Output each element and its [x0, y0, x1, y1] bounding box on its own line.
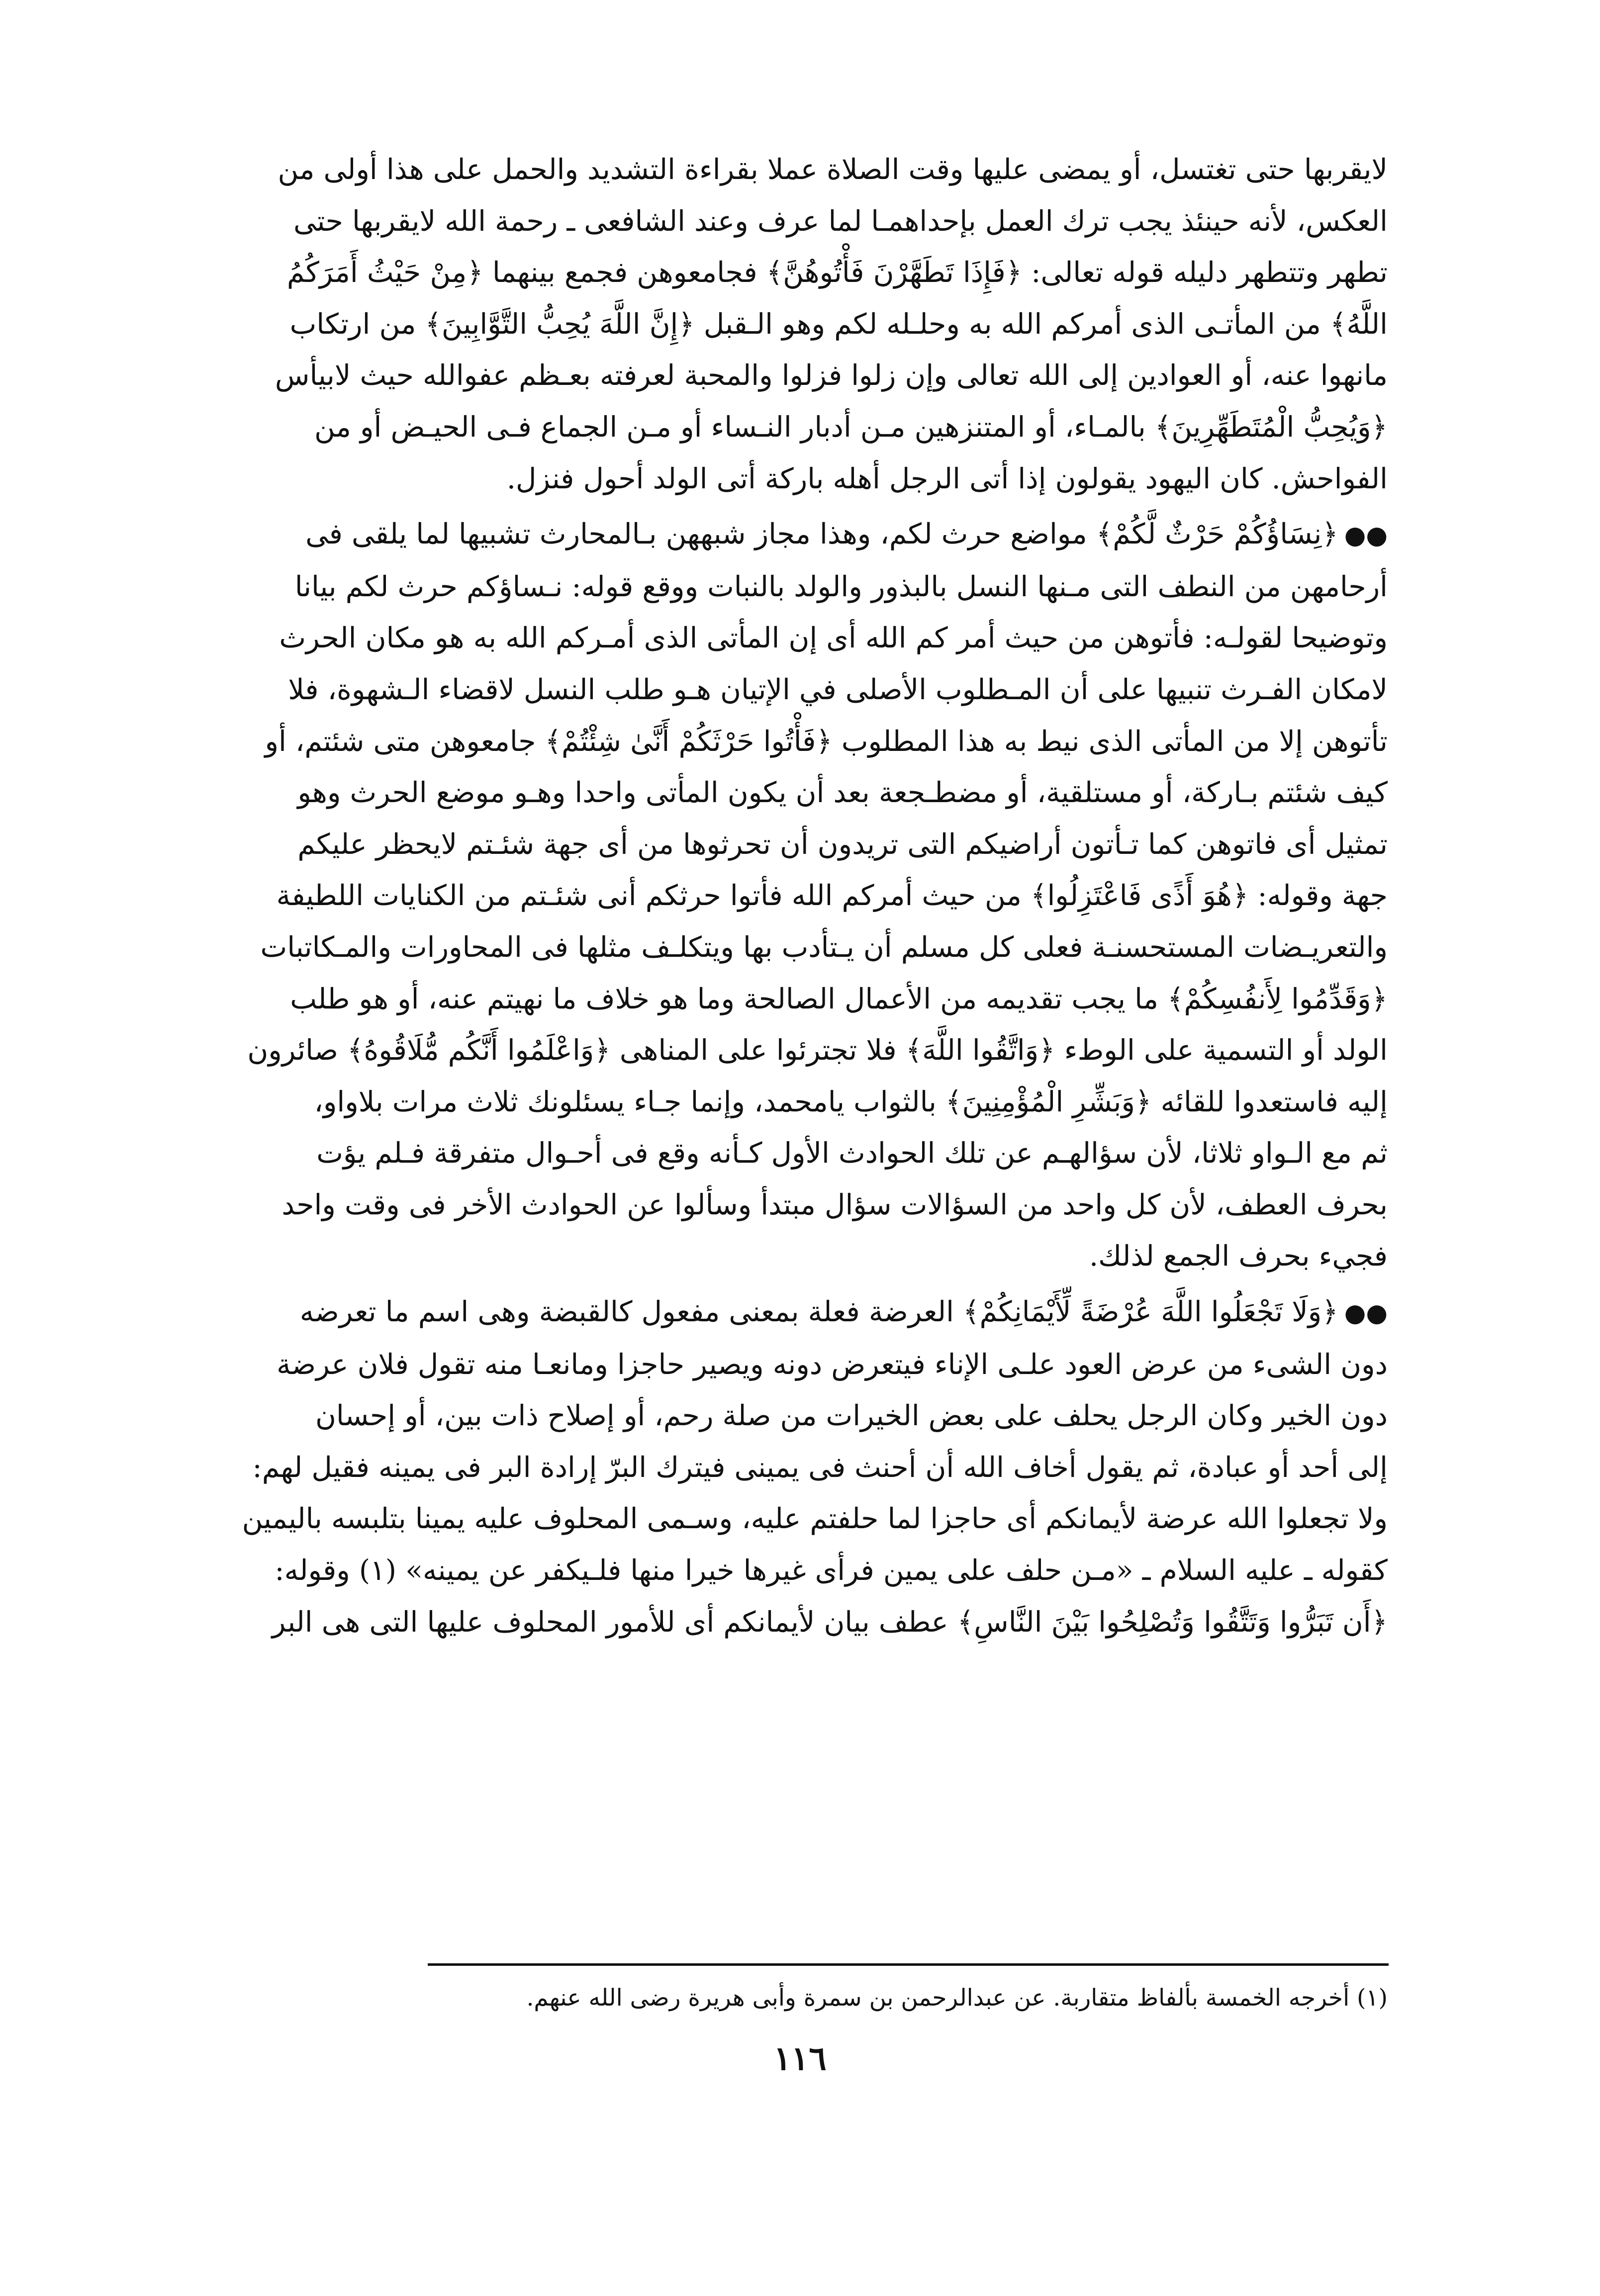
text-line: الولد أو التسمية على الوطء ﴿وَاتَّقُوا اللَّهَ﴾ فلا تجترئوا على المناهى ﴿وَاعْلَمُوا أَنَّكُم مُّلَاقُوهُ﴾ صائرون	[247, 1034, 1388, 1067]
text-line: وتوضيحا لقولـه: فأتوهن من حيث أمر كم الله أى إن المأتى الذى أمـركم الله به هو مكان الحرث	[279, 622, 1388, 655]
paragraph-2	[114, 509, 1388, 1283]
text-line: إلى أحد أو عبادة، ثم يقول أخاف الله أن أحنث فى يمينى فيترك البرّ إرادة البر فى يمينه فقيل لهم:	[252, 1451, 1388, 1484]
main-text	[114, 144, 1388, 1648]
text-line: لامكان الفـرث تنبيها على أن المـطلوب الأصلى في الإتيان هـو طلب النسل لاقضاء الـشهوة، فلا	[288, 673, 1388, 706]
text-line: ثم مع الـواو ثلاثا، لأن سؤالهـم عن تلك الحوادث الأول كـأنه وقع فى أحـوال متفرقة فـلم يؤت	[316, 1137, 1388, 1170]
text-line: مانهوا عنه، أو العوادين إلى الله تعالى وإن زلوا فزلوا والمحبة لعرفته بعـظم عفوالله حيث لابيأس	[275, 359, 1388, 392]
text-line: إليه فاستعدوا للقائه ﴿وَبَشِّرِ الْمُؤْمِنِينَ﴾ بالثواب يامحمد، وإنما جـاء يسئلونك ثلاث مرات بلاواو،	[314, 1085, 1388, 1118]
paragraph-ornament: ●●	[1344, 1298, 1388, 1328]
footnote: (١) أخرجه الخمسة بألفاظ متقاربة. عن عبدالرحمن بن سمرة وأبى هريرة رضى الله عنهم.	[526, 1984, 1388, 2012]
text-line	[114, 1286, 1388, 1339]
text-line: تطهر وتتطهر دليله قوله تعالى: ﴿فَإِذَا تَطَهَّرْنَ فَأْتُوهُنَّ﴾ فجامعوهن فجمع بينهما ﴿مِنْ حَيْثُ أَمَرَكُمُ	[286, 256, 1388, 289]
text-line	[114, 509, 1388, 561]
text-line: اللَّهُ﴾ من المأتـى الذى أمركم الله به وحلـله لكم وهو الـقبل ﴿إِنَّ اللَّهَ يُحِبُّ التَّوَّابِينَ﴾ من ارتكاب	[289, 307, 1388, 341]
text-line: كقوله ـ عليه السلام ـ «مـن حلف على يمين فرأى غيرها خيرا منها فلـيكفر عن يمينه» (١) وقوله:	[275, 1554, 1388, 1587]
text-line: أرحامهن من النطف التى مـنها النسل بالبذور والولد بالنبات ووقع قوله: نـساؤكم حرث لكم بيانا	[294, 570, 1388, 603]
paragraph-1	[114, 144, 1388, 505]
text-line: جهة وقوله: ﴿هُوَ أَذًى فَاعْتَزِلُوا﴾ من حيث أمركم الله فأتوا حرثكم أنى شئـتم من الكنايات اللطيفة	[276, 879, 1388, 913]
text-line: ﴿وَقَدِّمُوا لِأَنفُسِكُمْ﴾ ما يجب تقديمه من الأعمال الصالحة وما هو خلاف ما نهيتم عنه، أو هو طلب	[290, 982, 1388, 1015]
text-line: ﴿أَن تَبَرُّوا وَتَتَّقُوا وَتُصْلِحُوا بَيْنَ النَّاسِ﴾ عطف بيان لأيمانكم أى للأمور المحلوف عليها التى هى البر	[272, 1605, 1388, 1639]
text-line: دون الخير وكان الرجل يحلف على بعض الخيرات من صلة رحم، أو إصلاح ذات بين، أو إحسان	[315, 1399, 1388, 1433]
text-line: العكس، لأنه حينئذ يجب ترك العمل بإحداهمـا لما عرف وعند الشافعى ـ رحمة الله لايقربها حتى	[293, 204, 1388, 238]
text-line: كيف شئتم بـاركة، أو مستلقية، أو مضطـجعة بعد أن يكون المأتى واحدا وهـو موضع الحرث وهو	[297, 776, 1388, 810]
text-line: ﴿وَيُحِبُّ الْمُتَطَهِّرِينَ﴾ بالمـاء، أو المتنزهين مـن أدبار النـساء أو مـن الجماع فـى الحيـض أو من	[314, 410, 1388, 444]
text-line: ولا تجعلوا الله عرضة لأيمانكم أى حاجزا لما حلفتم عليه، وسـمى المحلوف عليه يمينا بتلبسه باليمين	[242, 1502, 1388, 1536]
text-line: تمثيل أى فاتوهن كما تـأتون أراضيكم التى تريدون أن تحرثوها من أى جهة شئـتم لايحظر عليكم	[297, 827, 1388, 861]
text-line: تأتوهن إلا من المأتى الذى نيط به هذا المطلوب ﴿فَأْتُوا حَرْثَكُمْ أَنَّىٰ شِئْتُمْ﴾ جامعوهن متى شئتم، أو	[265, 725, 1388, 758]
footnote-divider	[428, 1963, 1389, 1966]
text-line-content: ﴿وَلَا تَجْعَلُوا اللَّهَ عُرْضَةً لِّأَيْمَانِكُمْ﴾ العرضة فعلة بمعنى مفعول كالقبضة وهى اسم ما تعرضه	[299, 1295, 1338, 1329]
text-line-content: ﴿نِسَاؤُكُمْ حَرْثٌ لَّكُمْ﴾ مواضع حرث لكم، وهذا مجاز شبههن بـالمحارث تشبيها لما يلقى فى	[305, 518, 1338, 551]
text-line: بحرف العطف، لأن كل واحد من السؤالات سؤال مبتدأ وسألوا عن الحوادث الأخر فى وقت واحد	[282, 1188, 1388, 1221]
text-line: والتعريـضات المستحسنـة فعلى كل مسلم أن يـتأدب بها ويتكلـف مثلها فى المحاورات والمـكاتبات	[260, 930, 1388, 964]
text-line: الفواحش. كان اليهود يقولون إذا أتى الرجل أهله باركة أتى الولد أحول فنزل.	[506, 462, 1388, 495]
paragraph-3	[114, 1286, 1388, 1648]
page-number: ١١٦	[773, 2039, 827, 2078]
text-line: لايقربها حتى تغتسل، أو يمضى عليها وقت الصلاة عملا بقراءة التشديد والحمل على هذا أولى من	[278, 153, 1388, 186]
paragraph-ornament: ●●	[1344, 521, 1388, 550]
text-line: دون الشىء من عرض العود علـى الإناء فيتعرض دونه ويصير حاجزا ومانعـا منه تقول فلان عرضة	[277, 1348, 1388, 1381]
text-line: فجيء بحرف الجمع لذلك.	[1089, 1240, 1388, 1273]
